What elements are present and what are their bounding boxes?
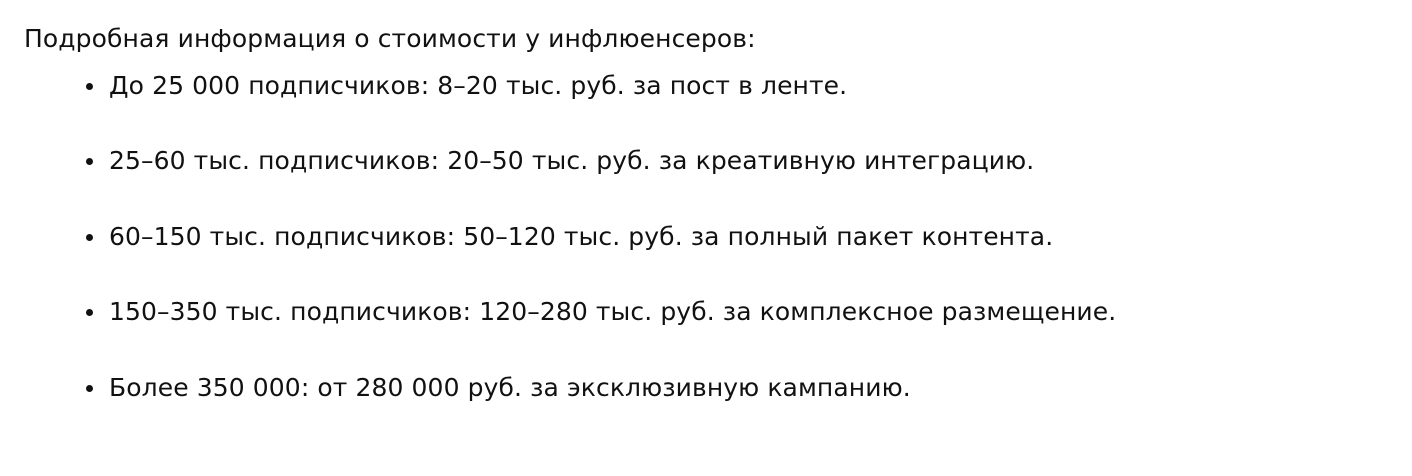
bullet-icon (86, 158, 93, 165)
list-item (24, 145, 1388, 178)
list-item (24, 372, 1388, 405)
list-item-text: 60–150 тыс. подписчиков: 50–120 тыс. руб. за полный пакет контента. (109, 221, 1054, 251)
pricing-list (24, 70, 1388, 405)
bullet-icon (86, 309, 93, 316)
list-item (24, 296, 1388, 329)
intro-paragraph: Подробная информация о стоимости у инфлюенсеров: (24, 24, 756, 53)
bullet-icon (86, 83, 93, 90)
list-item-text: До 25 000 подписчиков: 8–20 тыс. руб. за пост в ленте. (109, 70, 848, 100)
bullet-icon (86, 234, 93, 241)
bullet-icon (86, 385, 93, 392)
list-item-text: 25–60 тыс. подписчиков: 20–50 тыс. руб. за креативную интеграцию. (109, 146, 1035, 176)
list-item-text: 150–350 тыс. подписчиков: 120–280 тыс. руб. за комплексное размещение. (109, 297, 1117, 327)
list-item (24, 221, 1388, 254)
list-item (24, 70, 1388, 103)
list-item-text: Более 350 000: от 280 000 руб. за эксклюзивную кампанию. (109, 372, 911, 402)
